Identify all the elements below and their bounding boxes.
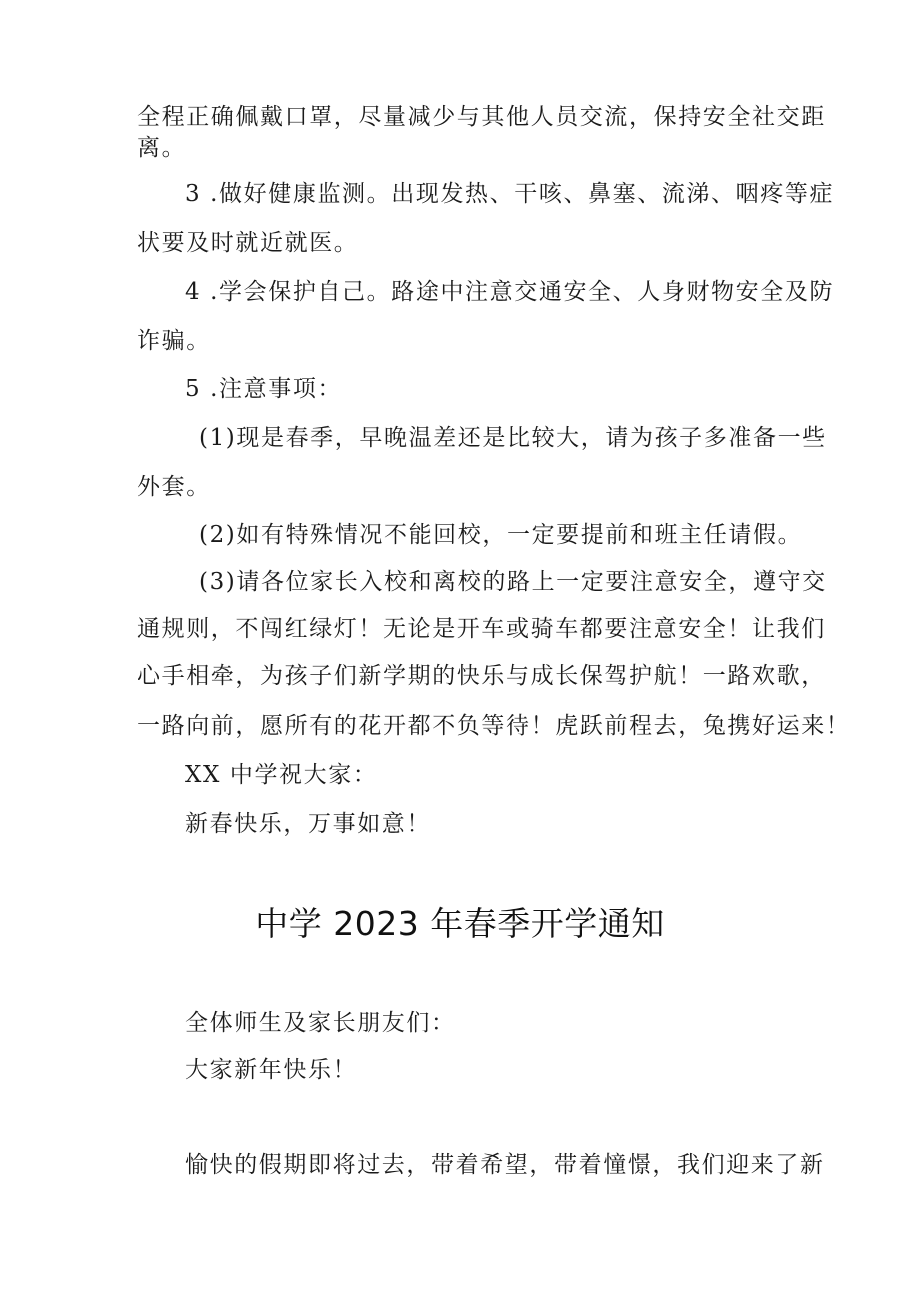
sub-item-1-line: (1)现是春季，早晚温差还是比较大，请为孩子多准备一些 <box>199 425 827 451</box>
sub-item-3-line: 心手相牵，为孩子们新学期的快乐与成长保驾护航！一路欢歌， <box>137 663 826 689</box>
list-item-4-line: 诈骗。 <box>137 328 211 354</box>
greeting-line: 全体师生及家长朋友们： <box>185 1010 456 1036</box>
paragraph-line: 全程正确佩戴口罩，尽量减少与其他人员交流，保持安全社交距 <box>137 104 826 130</box>
sub-item-3-line: 通规则，不闯红绿灯！无论是开车或骑车都要注意安全！让我们 <box>137 616 826 642</box>
sub-item-1-line: 外套。 <box>137 474 211 500</box>
list-item-3-line: 3 .做好健康监测。出现发热、干咳、鼻塞、流涕、咽疼等症 <box>185 181 835 207</box>
sub-item-2-line: (2)如有特殊情况不能回校，一定要提前和班主任请假。 <box>199 522 803 548</box>
list-item-3-line: 状要及时就近就医。 <box>137 230 359 256</box>
paragraph-line: 离。 <box>137 135 187 161</box>
list-item-4-line: 4 .学会保护自己。路途中注意交通安全、人身财物安全及防 <box>185 279 835 305</box>
signature-line: XX 中学祝大家： <box>185 762 378 788</box>
body-paragraph-line: 愉快的假期即将过去，带着希望，带着憧憬，我们迎来了新 <box>185 1152 825 1178</box>
sub-item-3-line: (3)请各位家长入校和离校的路上一定要注意安全，遵守交 <box>199 569 827 595</box>
list-item-5-heading: 5 .注意事项： <box>185 376 343 402</box>
greeting-line: 大家新年快乐！ <box>185 1057 358 1083</box>
signature-line: 新春快乐，万事如意！ <box>185 811 431 837</box>
document-title: 中学 2023 年春季开学通知 <box>255 904 665 943</box>
sub-item-3-line: 一路向前，愿所有的花开都不负等待！虎跃前程去，兔携好运来！ <box>137 713 851 739</box>
